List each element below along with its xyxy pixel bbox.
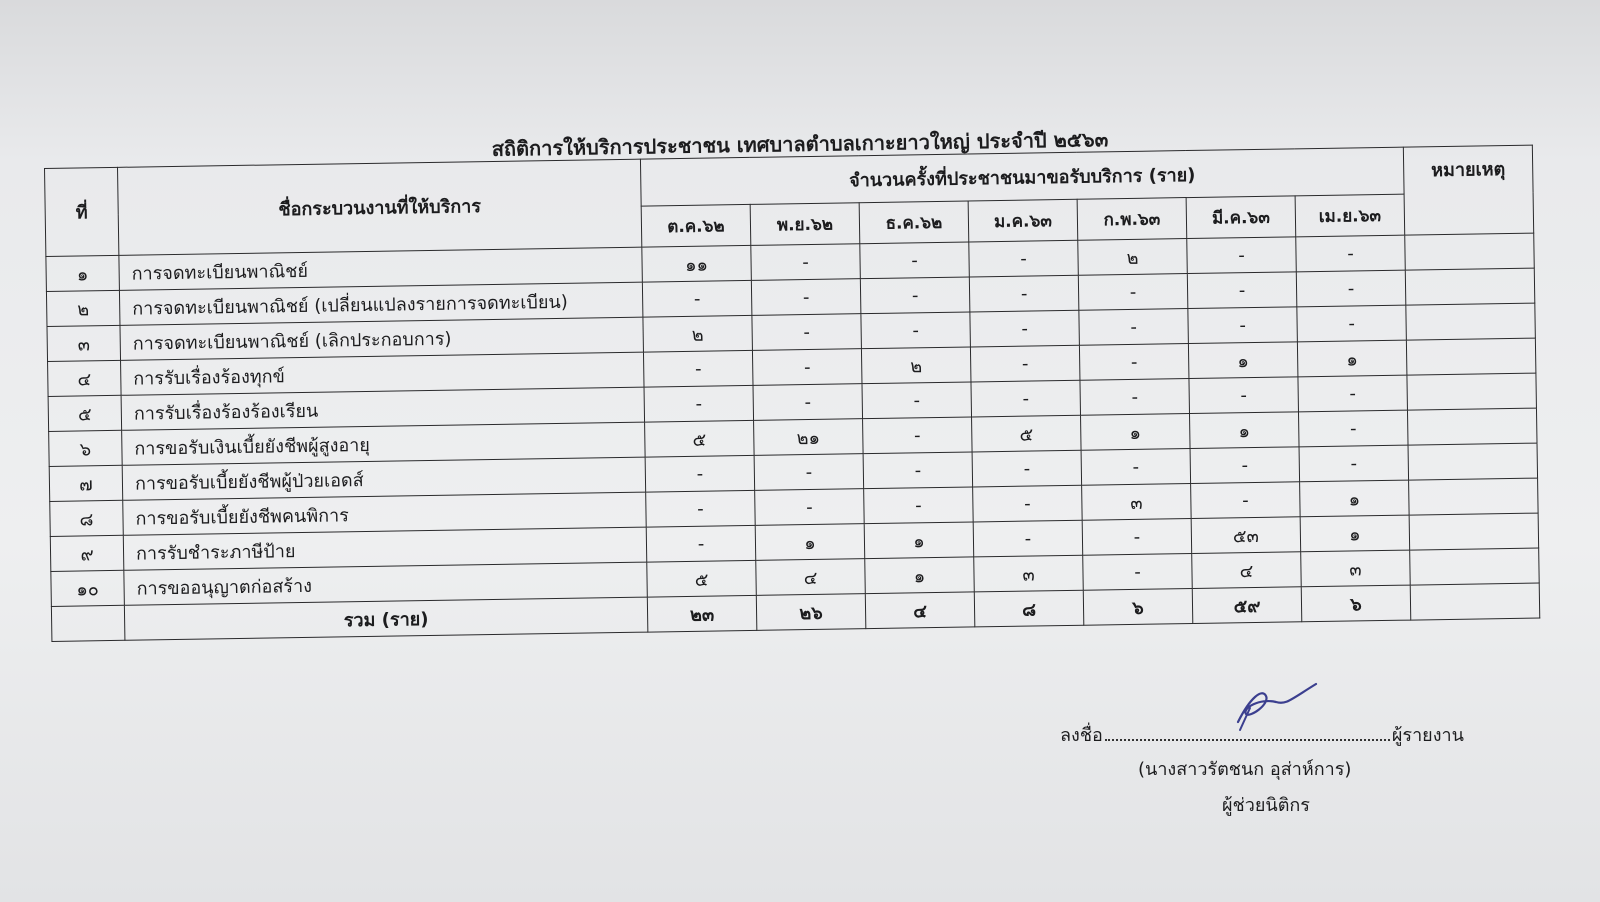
row-value: -	[1298, 410, 1408, 447]
row-no: ๙	[50, 535, 124, 571]
row-value: ๒	[643, 315, 753, 352]
row-value: -	[753, 384, 863, 421]
signature-dotted-line	[1105, 739, 1390, 741]
reporter-position: ผู้ช่วยนิติกร	[1222, 795, 1310, 816]
row-value: -	[1083, 554, 1193, 591]
total-value: ๔	[865, 592, 975, 629]
row-value: -	[969, 275, 1079, 312]
statistics-table-wrapper	[44, 145, 1540, 642]
header-month: เม.ย.๖๓	[1295, 194, 1405, 237]
row-value: -	[1080, 379, 1190, 416]
row-value: -	[1187, 237, 1297, 274]
header-count-group: จำนวนครั้งที่ประชาชนมาขอรับบริการ (ราย)	[640, 147, 1404, 206]
row-value: -	[751, 244, 861, 281]
row-value: ๑	[1297, 340, 1407, 377]
row-remark	[1410, 548, 1540, 585]
row-no: ๔	[48, 360, 122, 396]
sign-label: ลงชื่อ	[1060, 725, 1103, 746]
statistics-table	[44, 145, 1540, 642]
row-value: -	[644, 385, 754, 422]
row-value: ๔	[1192, 552, 1302, 589]
total-value: ๖	[1083, 589, 1193, 626]
row-remark	[1408, 443, 1538, 480]
row-service-name: การรับชำระภาษีป้าย	[123, 527, 646, 570]
row-value: ๒	[1078, 239, 1188, 276]
row-value: -	[973, 485, 1083, 522]
row-value: -	[645, 455, 755, 492]
row-no: ๑๐	[51, 570, 125, 606]
row-no: ๑	[46, 255, 120, 291]
row-value: -	[1191, 482, 1301, 519]
row-value: ๑	[1300, 480, 1410, 517]
row-value: -	[1079, 309, 1189, 346]
row-value: -	[646, 525, 756, 562]
row-service-name: การจดทะเบียนพาณิชย์ (เปลี่ยนแปลงรายการจดทะเบียน)	[119, 282, 642, 325]
row-value: -	[1189, 377, 1299, 414]
row-value: -	[1296, 235, 1406, 272]
total-value: ๘	[974, 590, 1084, 627]
reporter-role-label: ผู้รายงาน	[1391, 725, 1464, 746]
row-value: -	[754, 454, 864, 491]
header-service-name: ชื่อกระบวนงานที่ให้บริการ	[117, 159, 641, 255]
row-value: ๑	[755, 524, 865, 561]
row-value: ๑	[864, 522, 974, 559]
total-label: รวม (ราย)	[124, 597, 647, 640]
row-value: ๕	[645, 420, 755, 457]
row-remark	[1405, 233, 1535, 270]
row-value: -	[1296, 270, 1406, 307]
row-remark	[1409, 513, 1539, 550]
row-value: ๑	[1189, 412, 1299, 449]
row-value: ๔	[756, 559, 866, 596]
row-value: -	[970, 345, 1080, 382]
row-value: -	[972, 450, 1082, 487]
row-value: -	[646, 490, 756, 527]
total-value: ๖	[1301, 585, 1411, 622]
row-value: -	[642, 280, 752, 317]
row-remark	[1406, 338, 1536, 375]
row-value: -	[1297, 305, 1407, 342]
total-remark-cell	[1410, 583, 1540, 620]
row-service-name: การขอรับเงินเบี้ยยังชีพผู้สูงอายุ	[122, 422, 645, 465]
row-no: ๕	[48, 395, 122, 431]
row-value: -	[1081, 449, 1191, 486]
row-service-name: การขออนุญาตก่อสร้าง	[124, 562, 647, 605]
row-value: -	[752, 349, 862, 386]
row-service-name: การขอรับเบี้ยยังชีพผู้ป่วยเอดส์	[122, 457, 645, 500]
row-value: -	[1188, 307, 1298, 344]
total-value: ๒๖	[756, 594, 866, 631]
row-no: ๖	[49, 430, 123, 466]
header-month: ต.ค.๖๒	[641, 204, 751, 247]
row-service-name: การรับเรื่องร้องทุกข์	[121, 352, 644, 395]
row-value: -	[1190, 447, 1300, 484]
total-no-cell	[51, 605, 125, 641]
row-value: -	[863, 417, 973, 454]
row-value: ๑	[1188, 342, 1298, 379]
row-no: ๘	[50, 500, 124, 536]
sign-line	[1060, 720, 1464, 749]
row-value: -	[1082, 519, 1192, 556]
row-value: -	[752, 314, 862, 351]
total-value: ๕๙	[1192, 587, 1302, 624]
row-value: ๑	[865, 557, 975, 594]
row-value: ๕	[647, 560, 757, 597]
row-service-name: การขอรับเบี้ยยังชีพคนพิการ	[123, 492, 646, 535]
row-value: -	[971, 380, 1081, 417]
row-value: -	[1079, 344, 1189, 381]
row-value: -	[860, 242, 970, 279]
row-service-name: การรับเรื่องร้องร้องเรียน	[121, 387, 644, 430]
row-value: -	[1187, 272, 1297, 309]
row-no: ๓	[47, 325, 121, 361]
row-no: ๗	[49, 465, 123, 501]
row-value: -	[973, 520, 1083, 557]
row-remark	[1407, 408, 1537, 445]
row-value: ๒	[861, 347, 971, 384]
row-value: -	[860, 277, 970, 314]
total-value: ๒๓	[647, 595, 757, 632]
header-month: ธ.ค.๖๒	[859, 201, 969, 244]
row-value: -	[969, 240, 1079, 277]
row-remark	[1406, 303, 1536, 340]
row-no: ๒	[46, 290, 120, 326]
row-value: ๓	[1301, 550, 1411, 587]
row-value: -	[863, 452, 973, 489]
row-value: -	[643, 350, 753, 387]
row-remark	[1407, 373, 1537, 410]
row-service-name: การจดทะเบียนพาณิชย์ (เลิกประกอบการ)	[120, 317, 643, 360]
row-value: -	[864, 487, 974, 524]
row-value: -	[970, 310, 1080, 347]
row-value: -	[1299, 445, 1409, 482]
row-value: ๑	[1081, 414, 1191, 451]
row-value: ๒๑	[754, 419, 864, 456]
row-value: -	[862, 382, 972, 419]
row-value: -	[1078, 274, 1188, 311]
header-month: ม.ค.๖๓	[968, 199, 1078, 242]
reporter-name: (นางสาวรัตชนก อุส่าห์การ)	[1138, 759, 1352, 780]
document-title: สถิติการให้บริการประชาชน เทศบาลตำบลเกาะยาวใหญ่ ประจำปี ๒๕๖๓	[491, 127, 1109, 161]
row-value: ๑	[1300, 515, 1410, 552]
row-value: ๑๑	[642, 245, 752, 282]
table-body	[46, 233, 1540, 641]
row-value: -	[751, 279, 861, 316]
row-value: ๕๓	[1191, 517, 1301, 554]
row-remark	[1409, 478, 1539, 515]
header-month: ก.พ.๖๓	[1077, 198, 1187, 241]
row-value: -	[1298, 375, 1408, 412]
row-value: ๓	[1082, 484, 1192, 521]
header-no: ที่	[45, 167, 119, 256]
row-value: ๕	[972, 415, 1082, 452]
header-remark: หมายเหตุ	[1403, 145, 1533, 235]
header-month: มี.ค.๖๓	[1186, 196, 1296, 239]
row-remark	[1405, 268, 1535, 305]
row-value: -	[755, 489, 865, 526]
row-value: -	[861, 312, 971, 349]
row-value: ๓	[974, 555, 1084, 592]
row-service-name: การจดทะเบียนพาณิชย์	[119, 247, 642, 290]
header-month: พ.ย.๖๒	[750, 203, 860, 246]
